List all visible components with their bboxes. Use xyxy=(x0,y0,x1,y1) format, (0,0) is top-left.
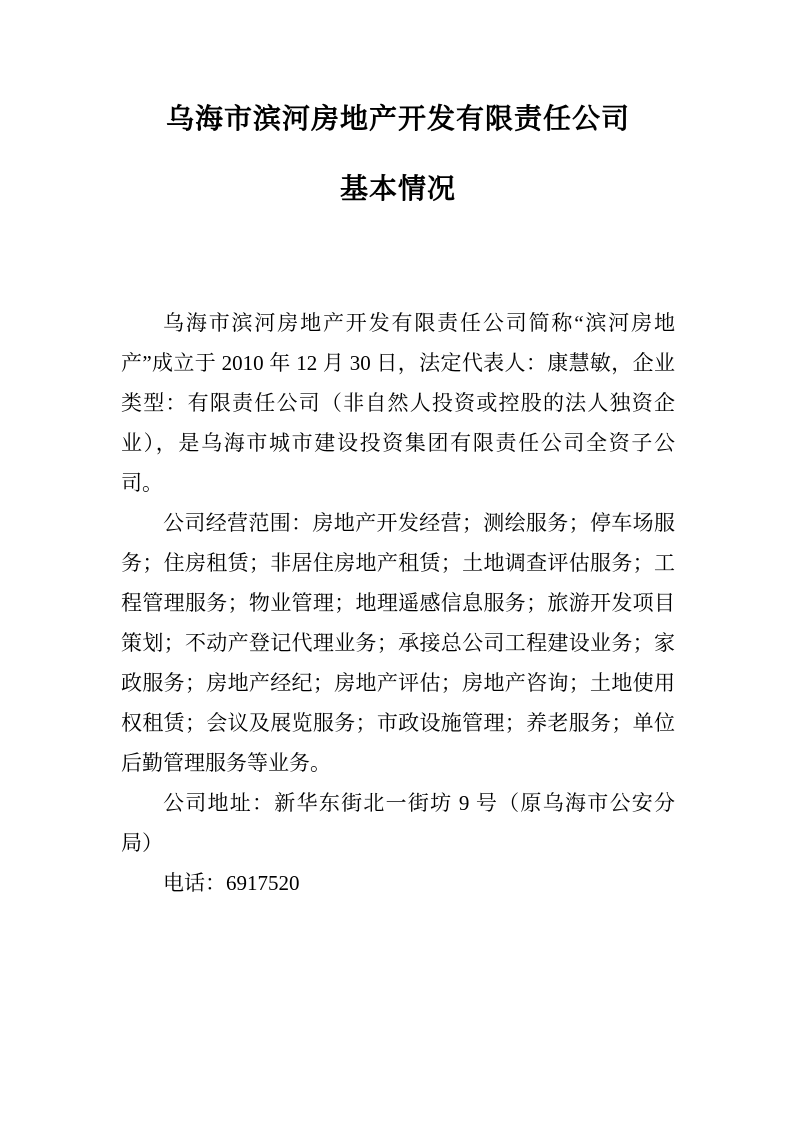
paragraph-company-phone: 电话：6917520 xyxy=(163,871,300,895)
document-body xyxy=(121,303,675,903)
paragraph-business-scope: 公司经营范围：房地产开发经营；测绘服务；停车场服务；住房租赁；非居住房地产租赁；土地调查评估服务；工程管理服务；物业管理；地理遥感信息服务；旅游开发项目策划；不动产登记代理业务；承接总公司工程建设业务；家政服务；房地产经纪；房地产评估；房地产咨询；土地使用权租赁；会议及展览服务；市政设施管理；养老服务；单位后勤管理服务等业务。 xyxy=(121,511,675,775)
paragraph-company-intro: 乌海市滨河房地产开发有限责任公司简称“滨河房地产”成立于 2010 年 12 月 30 日，法定代表人：康慧敏，企业类型：有限责任公司（非自然人投资或控股的法人独资企业），是乌海市城市建设投资集团有限责任公司全资子公司。 xyxy=(121,311,675,495)
paragraph-company-address: 公司地址：新华东街北一街坊 9 号（原乌海市公安分局） xyxy=(121,791,675,855)
document-subtitle: 基本情况 xyxy=(339,174,456,205)
document-title: 乌海市滨河房地产开发有限责任公司 xyxy=(165,104,630,135)
